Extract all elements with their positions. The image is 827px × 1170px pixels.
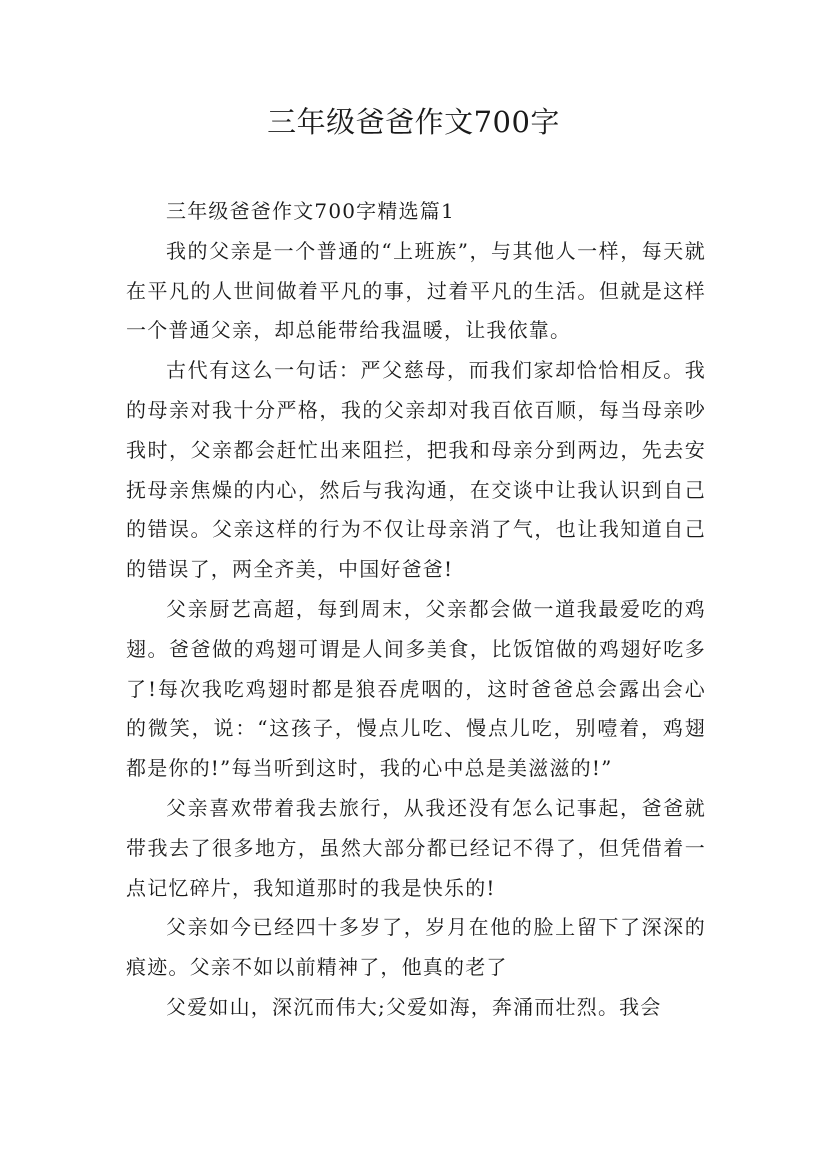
paragraph-6: 父爱如山，深沉而伟大;父爱如海，奔涌而壮烈。我会 bbox=[166, 994, 662, 1019]
paragraph-3: 父亲厨艺高超，每到周末，父亲都会做一道我最爱吃的鸡翅。爸爸做的鸡翅可谓是人间多美食，比饭馆做的鸡翅好吃多了!每次我吃鸡翅时都是狼吞虎咽的，这时爸爸总会露出会心的微笑，说：“这孩子，慢点儿吃、慢点儿吃，别噎着，鸡翅都是你的!”每当听到这时，我的心中总是美滋滋的!” bbox=[126, 596, 706, 781]
document-body bbox=[126, 192, 706, 1028]
document-title: 三年级爸爸作文700字 bbox=[267, 105, 560, 139]
paragraph-5: 父亲如今已经四十多岁了，岁月在他的脸上留下了深深的痕迹。父亲不如以前精神了，他真的老了 bbox=[126, 915, 706, 980]
section-heading: 三年级爸爸作文700字精选篇1 bbox=[166, 199, 455, 223]
paragraph-4: 父亲喜欢带着我去旅行，从我还没有怎么记事起，爸爸就带我去了很多地方，虽然大部分都已经记不得了，但凭借着一点记忆碎片，我知道那时的我是快乐的! bbox=[126, 795, 706, 900]
paragraph-1: 我的父亲是一个普通的“上班族”，与其他人一样，每天就在平凡的人世间做着平凡的事，过着平凡的生活。但就是这样一个普通父亲，却总能带给我温暖，让我依靠。 bbox=[126, 238, 706, 343]
paragraph-2: 古代有这么一句话：严父慈母，而我们家却恰恰相反。我的母亲对我十分严格，我的父亲却对我百依百顺，每当母亲吵我时，父亲都会赶忙出来阻拦，把我和母亲分到两边，先去安抚母亲焦燥的内心，然后与我沟通，在交谈中让我认识到自己的错误。父亲这样的行为不仅让母亲消了气，也让我知道自己的错误了，两全齐美，中国好爸爸! bbox=[126, 358, 706, 582]
